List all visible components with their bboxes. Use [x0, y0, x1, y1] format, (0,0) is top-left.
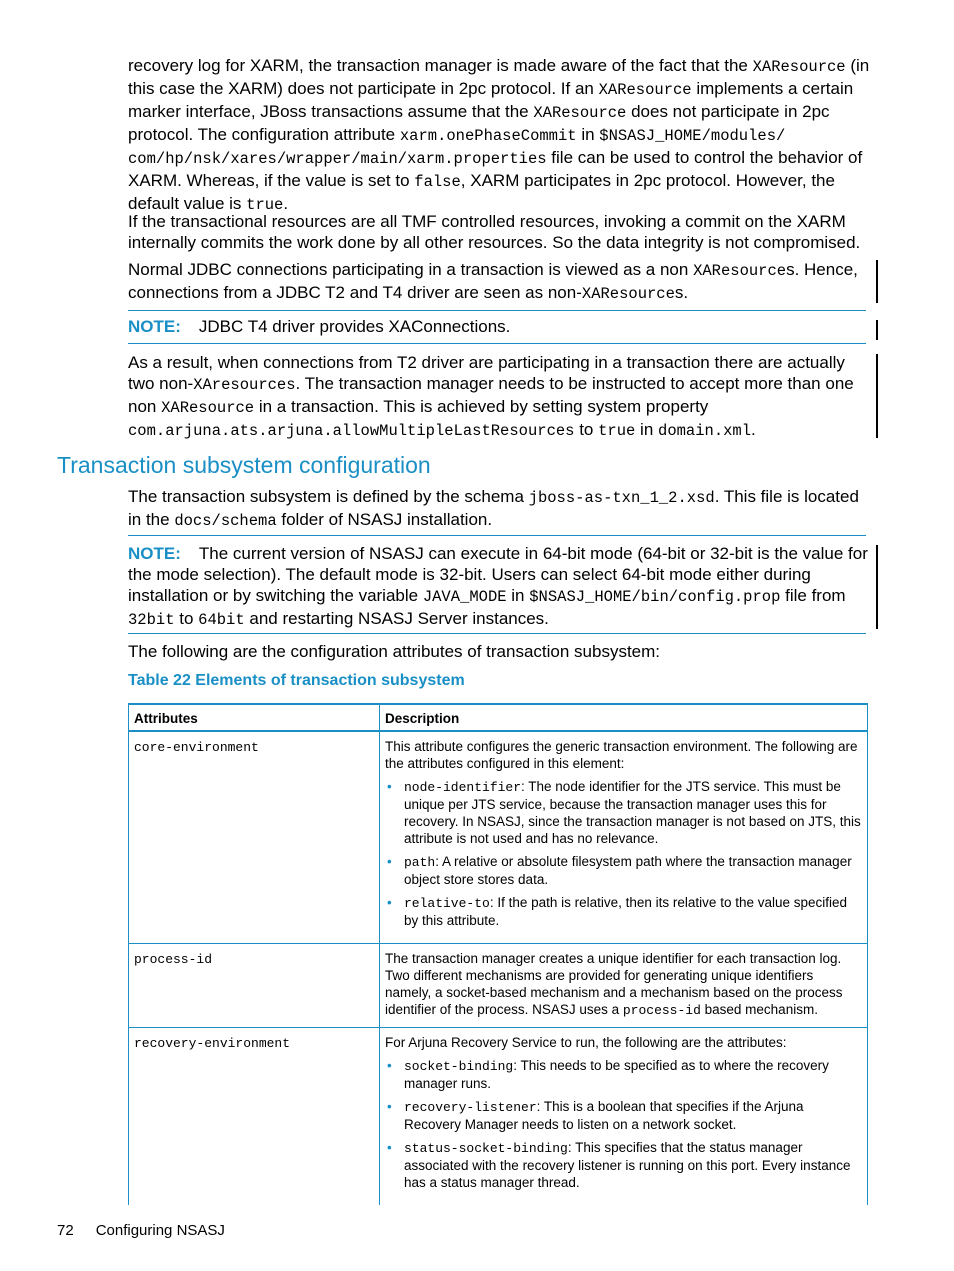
attribute-description: This attribute configures the generic transaction environment. The following are the attributes configured in this element: • node-identifier: The node identifier for the JTS service. This must be unique per JTS service, because the transaction manager uses this for recovery. In NSASJ, since the transaction manager is not based on JTS, this attribute is not used and has no relevance. • path: A relative or absolute filesystem path where the transaction manager object store stores data. • relative-to: If the path is relative, then its relative to the value specified by this attribute. [380, 731, 868, 944]
attribute-list [385, 1057, 862, 1191]
chapter-title: Configuring NSASJ [95, 1222, 225, 1239]
page-number: 72 [57, 1222, 74, 1239]
change-bar [876, 354, 878, 438]
column-header-attributes: Attributes [129, 704, 380, 731]
change-bar [876, 260, 878, 303]
list-item: • relative-to: If the path is relative, then its relative to the value specified by this attribute. [387, 895, 848, 928]
attribute-description: The transaction manager creates a unique identifier for each transaction log. Two different mechanisms are provided for generating unique identifiers namely, a socket-based mechanism and a mechanism based on the process identifier of the process. NSASJ uses a process-id based mechanism. [380, 944, 868, 1028]
section-title: Transaction subsystem configuration [57, 452, 431, 478]
transaction-subsystem-table [128, 703, 868, 1205]
column-header-description: Description [380, 704, 868, 731]
list-item: • path: A relative or absolute filesystem path where the transaction manager object store stores data. [387, 854, 852, 887]
paragraph-t2-driver: As a result, when connections from T2 driver are participating in a transaction there are actually two non-XAresources. The transaction manager needs to be instructed to accept more than one non XAResource in a transaction. This is achieved by setting system property com.arjuna.ats.arjuna.allowMultipleLastResources to true in domain.xml. [128, 353, 854, 440]
table-row [129, 944, 868, 1028]
change-bar [876, 320, 878, 340]
attribute-description: For Arjuna Recovery Service to run, the following are the attributes: • socket-binding: This needs to be specified as to where the recovery manager runs. • recovery-listener: This is a boolean that specifies if the Arjuna Recovery Manager needs to listen on a network socket. • status-socket-binding: This specifies that the status manager associated with the recovery listener is running on this port. Every instance has a status manager thread. [380, 1028, 868, 1206]
attribute-list [385, 778, 862, 929]
change-bar [876, 545, 878, 629]
list-item: • status-socket-binding: This specifies that the status manager associated with the recovery listener is running on this port. Every instance has a status manager thread. [387, 1140, 851, 1190]
note-label: NOTE: [128, 317, 181, 336]
bullet-icon: • [387, 1099, 392, 1114]
bullet-icon: • [387, 895, 392, 910]
paragraph-tmf-resources: If the transactional resources are all TMF controlled resources, invoking a commit on the XARM internally commits the work done by all other resources. So the data integrity is not compromised. [128, 212, 861, 252]
list-item: • node-identifier: The node identifier for the JTS service. This must be unique per JTS service, because the transaction manager uses this for recovery. In NSASJ, since the transaction manager is not based on JTS, this attribute is not used and has no relevance. [387, 779, 861, 846]
table-caption: Table 22 Elements of transaction subsystem [128, 672, 465, 689]
note-t4-driver: NOTE: JDBC T4 driver provides XAConnections. [128, 317, 511, 336]
attribute-name: process-id [129, 944, 380, 1028]
bullet-icon: • [387, 1140, 392, 1155]
bullet-icon: • [387, 779, 392, 794]
paragraph-xarm-recovery: recovery log for XARM, the transaction manager is made aware of the fact that the XAResource (in this case the XARM) does not participate in 2pc protocol. If an XAResource implements a certain marker interface, JBoss transactions assume that the XAResource does not participate in 2pc protocol. The configuration attribute xarm.onePhaseCommit in $NSASJ_HOME/modules/ com/hp/nsk/xares/wrapper/main/xarm.properties file can be used to control the behavior of XARM. Whereas, if the value is set to false, XARM participates in 2pc protocol. However, the default value is true. [128, 56, 870, 214]
table-row [129, 1028, 868, 1206]
note-rule-top [128, 310, 866, 311]
bullet-icon: • [387, 854, 392, 869]
attribute-name: recovery-environment [129, 1028, 380, 1206]
bullet-icon: • [387, 1058, 392, 1073]
note-rule-top [128, 535, 866, 536]
note-64bit-mode: NOTE: The current version of NSASJ can execute in 64-bit mode (64-bit or 32-bit is the value for the mode selection). The default mode is 32-bit. Users can select 64-bit mode either during installation or by switching the variable JAVA_MODE in $NSASJ_HOME/bin/config.prop file from 32bit to 64bit and restarting NSASJ Server instances. [128, 544, 868, 629]
note-label: NOTE: [128, 544, 181, 563]
note-rule-bottom [128, 343, 866, 344]
attribute-name: core-environment [129, 731, 380, 944]
list-item: • recovery-listener: This is a boolean that specifies if the Arjuna Recovery Manager needs to listen on a network socket. [387, 1099, 804, 1132]
paragraph-following-attributes: The following are the configuration attributes of transaction subsystem: [128, 642, 661, 661]
note-rule-bottom [128, 633, 866, 634]
list-item: • socket-binding: This needs to be specified as to where the recovery manager runs. [387, 1058, 829, 1091]
page-footer [57, 1222, 247, 1239]
table-header-row [129, 704, 868, 731]
table-row [129, 731, 868, 944]
paragraph-jdbc-connections: Normal JDBC connections participating in a transaction is viewed as a non XAResources. Hence, connections from a JDBC T2 and T4 driver are seen as non-XAResources. [128, 260, 858, 303]
paragraph-schema: The transaction subsystem is defined by the schema jboss-as-txn_1_2.xsd. This file is located in the docs/schema folder of NSASJ installation. [128, 487, 859, 530]
